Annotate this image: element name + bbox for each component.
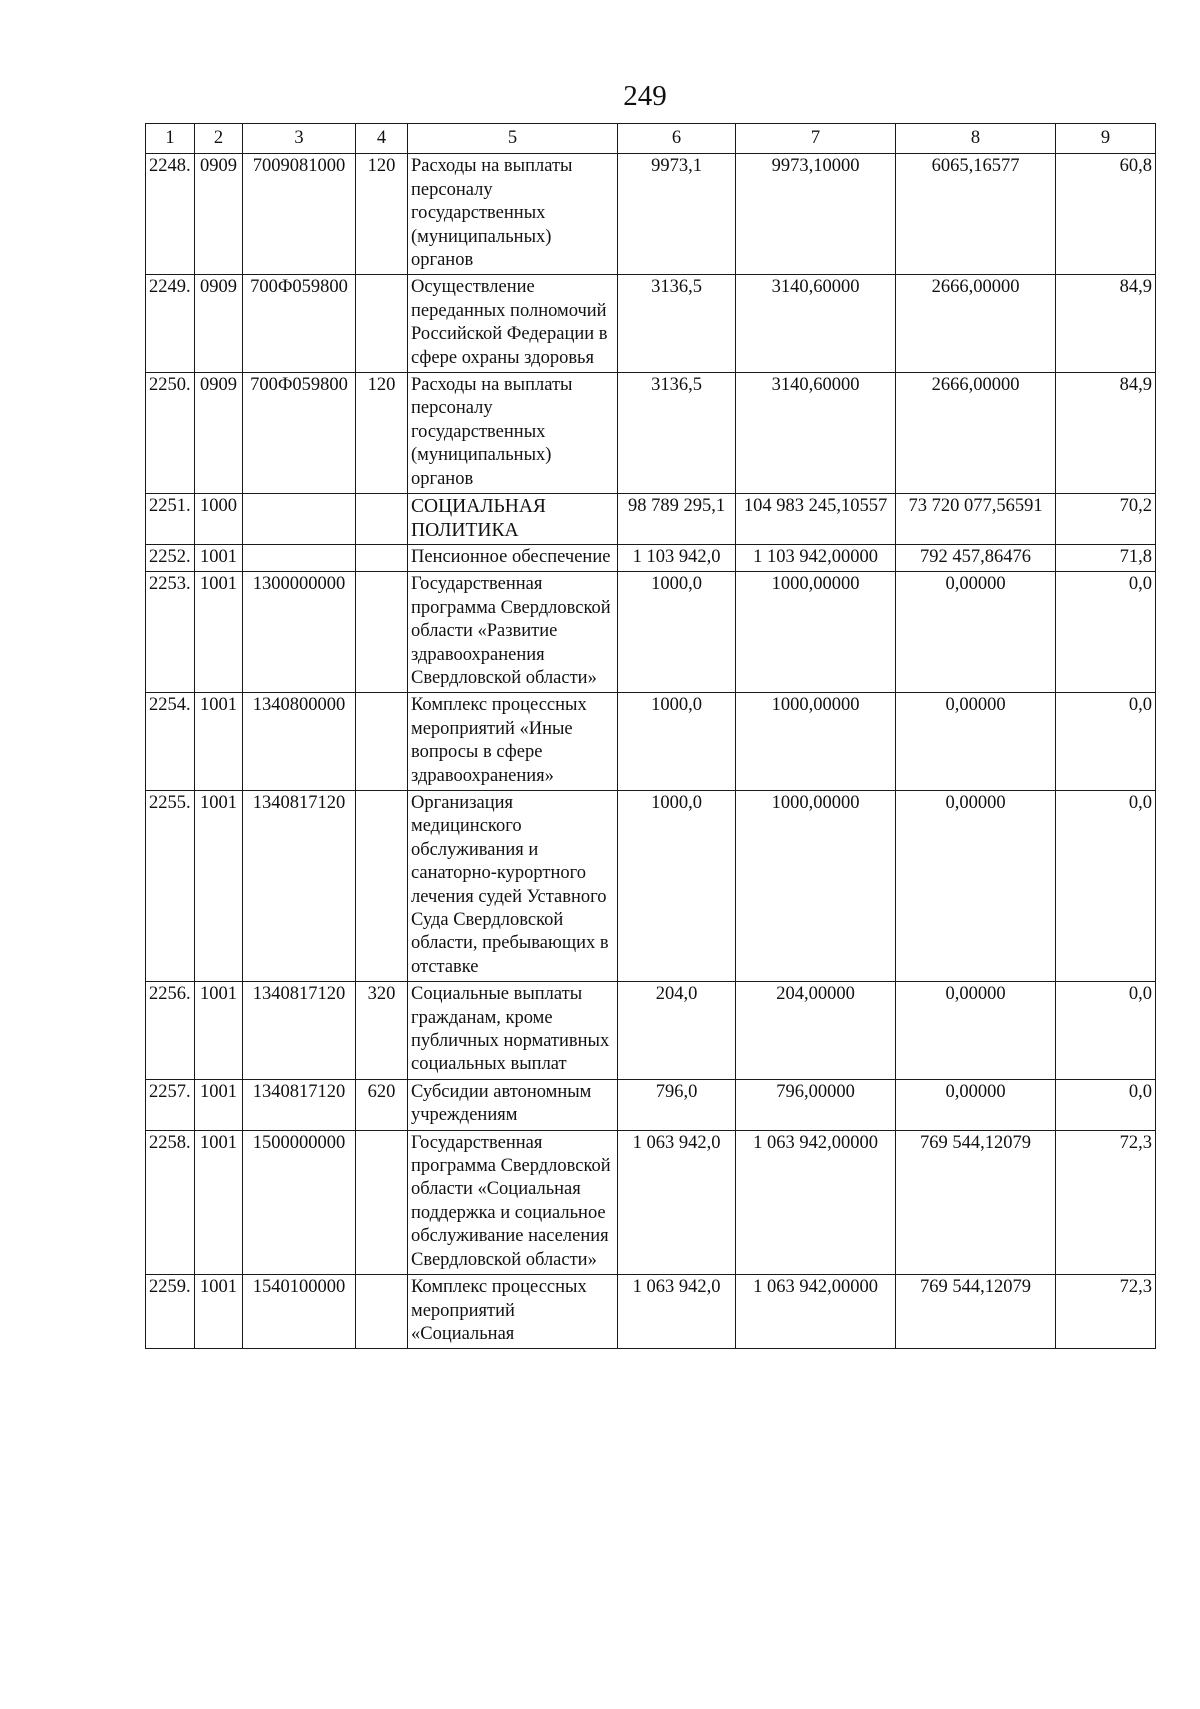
table-row [146,790,1156,981]
table-row [146,275,1156,373]
approved-amount-cell: 1000,0 [618,572,736,693]
executed-amount-cell: 792 457,86476 [896,544,1056,571]
execution-percent-cell: 0,0 [1056,693,1156,791]
budget-table [145,123,1156,1349]
row-number-cell: 2258. [146,1130,195,1274]
section-code-cell: 1001 [195,1275,243,1349]
column-header-8: 8 [896,124,1056,154]
table-row [146,1130,1156,1274]
execution-percent-cell: 84,9 [1056,275,1156,373]
table-row [146,1275,1156,1349]
table-row [146,154,1156,275]
expense-type-cell [356,275,408,373]
section-code-cell: 1001 [195,1130,243,1274]
approved-amount-cell: 1000,0 [618,693,736,791]
refined-amount-cell: 204,00000 [736,982,896,1080]
section-code-cell: 0909 [195,373,243,494]
column-header-9: 9 [1056,124,1156,154]
item-name-cell: Социальные выплаты гражданам, кроме публичных нормативных социальных выплат [408,982,618,1080]
refined-amount-cell: 104 983 245,10557 [736,494,896,545]
executed-amount-cell: 2666,00000 [896,275,1056,373]
item-name-cell: Пенсионное обеспечение [408,544,618,571]
expense-type-cell: 620 [356,1079,408,1130]
item-name-cell: Государственная программа Свердловской области «Развитие здравоохранения Свердловской области» [408,572,618,693]
expense-type-cell: 120 [356,373,408,494]
section-code-cell: 1001 [195,982,243,1080]
approved-amount-cell: 1000,0 [618,790,736,981]
approved-amount-cell: 9973,1 [618,154,736,275]
execution-percent-cell: 0,0 [1056,790,1156,981]
item-name-cell: Расходы на выплаты персоналу государственных (муниципальных) органов [408,154,618,275]
execution-percent-cell: 71,8 [1056,544,1156,571]
execution-percent-cell: 72,3 [1056,1130,1156,1274]
refined-amount-cell: 796,00000 [736,1079,896,1130]
row-number-cell: 2251. [146,494,195,545]
expense-type-cell [356,1130,408,1274]
approved-amount-cell: 3136,5 [618,275,736,373]
executed-amount-cell: 0,00000 [896,982,1056,1080]
table-row [146,544,1156,571]
column-header-5: 5 [408,124,618,154]
execution-percent-cell: 0,0 [1056,572,1156,693]
section-code-cell: 1001 [195,544,243,571]
row-number-cell: 2253. [146,572,195,693]
executed-amount-cell: 0,00000 [896,790,1056,981]
refined-amount-cell: 1000,00000 [736,572,896,693]
executed-amount-cell: 73 720 077,56591 [896,494,1056,545]
table-row [146,693,1156,791]
approved-amount-cell: 796,0 [618,1079,736,1130]
executed-amount-cell: 0,00000 [896,693,1056,791]
section-code-cell: 1001 [195,1079,243,1130]
refined-amount-cell: 1000,00000 [736,790,896,981]
execution-percent-cell: 84,9 [1056,373,1156,494]
executed-amount-cell: 2666,00000 [896,373,1056,494]
execution-percent-cell: 72,3 [1056,1275,1156,1349]
row-number-cell: 2259. [146,1275,195,1349]
expense-type-cell: 120 [356,154,408,275]
column-number-row [146,124,1156,154]
target-article-cell: 1340817120 [243,982,356,1080]
column-header-6: 6 [618,124,736,154]
section-code-cell: 1001 [195,572,243,693]
executed-amount-cell: 0,00000 [896,572,1056,693]
item-name-cell: Государственная программа Свердловской области «Социальная поддержка и социальное обслуживание населения Свердловской области» [408,1130,618,1274]
refined-amount-cell: 1 063 942,00000 [736,1275,896,1349]
table-row [146,572,1156,693]
approved-amount-cell: 98 789 295,1 [618,494,736,545]
expense-type-cell [356,1275,408,1349]
expense-type-cell [356,544,408,571]
execution-percent-cell: 0,0 [1056,982,1156,1080]
target-article-cell [243,494,356,545]
execution-percent-cell: 60,8 [1056,154,1156,275]
row-number-cell: 2256. [146,982,195,1080]
executed-amount-cell: 0,00000 [896,1079,1056,1130]
item-name-cell: Расходы на выплаты персоналу государственных (муниципальных) органов [408,373,618,494]
item-name-cell: Организация медицинского обслуживания и санаторно-курортного лечения судей Уставного Суда Свердловской области, пребывающих в отставке [408,790,618,981]
section-code-cell: 0909 [195,275,243,373]
executed-amount-cell: 769 544,12079 [896,1130,1056,1274]
expense-type-cell [356,790,408,981]
target-article-cell: 7009081000 [243,154,356,275]
column-header-7: 7 [736,124,896,154]
table-body [146,154,1156,1349]
target-article-cell: 700Ф059800 [243,373,356,494]
row-number-cell: 2252. [146,544,195,571]
section-code-cell: 1001 [195,693,243,791]
refined-amount-cell: 3140,60000 [736,373,896,494]
target-article-cell: 1340817120 [243,790,356,981]
refined-amount-cell: 1 063 942,00000 [736,1130,896,1274]
approved-amount-cell: 1 063 942,0 [618,1130,736,1274]
execution-percent-cell: 0,0 [1056,1079,1156,1130]
item-name-cell: Осуществление переданных полномочий Российской Федерации в сфере охраны здоровья [408,275,618,373]
expense-type-cell [356,693,408,791]
row-number-cell: 2249. [146,275,195,373]
executed-amount-cell: 6065,16577 [896,154,1056,275]
table-row [146,373,1156,494]
executed-amount-cell: 769 544,12079 [896,1275,1056,1349]
approved-amount-cell: 1 103 942,0 [618,544,736,571]
table-row [146,494,1156,545]
approved-amount-cell: 204,0 [618,982,736,1080]
refined-amount-cell: 3140,60000 [736,275,896,373]
item-name-cell: Комплекс процессных мероприятий «Иные вопросы в сфере здравоохранения» [408,693,618,791]
section-code-cell: 1001 [195,790,243,981]
table-row [146,1079,1156,1130]
expense-type-cell: 320 [356,982,408,1080]
column-header-3: 3 [243,124,356,154]
target-article-cell: 1500000000 [243,1130,356,1274]
approved-amount-cell: 3136,5 [618,373,736,494]
column-header-4: 4 [356,124,408,154]
row-number-cell: 2254. [146,693,195,791]
section-code-cell: 0909 [195,154,243,275]
approved-amount-cell: 1 063 942,0 [618,1275,736,1349]
target-article-cell: 1540100000 [243,1275,356,1349]
expense-type-cell [356,494,408,545]
refined-amount-cell: 9973,10000 [736,154,896,275]
target-article-cell [243,544,356,571]
row-number-cell: 2257. [146,1079,195,1130]
row-number-cell: 2255. [146,790,195,981]
page-number: 249 [623,80,667,112]
execution-percent-cell: 70,2 [1056,494,1156,545]
table-row [146,982,1156,1080]
column-header-2: 2 [195,124,243,154]
section-code-cell: 1000 [195,494,243,545]
refined-amount-cell: 1000,00000 [736,693,896,791]
column-header-1: 1 [146,124,195,154]
item-name-cell: Субсидии автономным учреждениям [408,1079,618,1130]
row-number-cell: 2250. [146,373,195,494]
item-name-cell: Комплекс процессных мероприятий «Социальная [408,1275,618,1349]
refined-amount-cell: 1 103 942,00000 [736,544,896,571]
item-name-cell: СОЦИАЛЬНАЯ ПОЛИТИКА [408,494,618,545]
target-article-cell: 1300000000 [243,572,356,693]
target-article-cell: 1340800000 [243,693,356,791]
target-article-cell: 1340817120 [243,1079,356,1130]
target-article-cell: 700Ф059800 [243,275,356,373]
expense-type-cell [356,572,408,693]
row-number-cell: 2248. [146,154,195,275]
